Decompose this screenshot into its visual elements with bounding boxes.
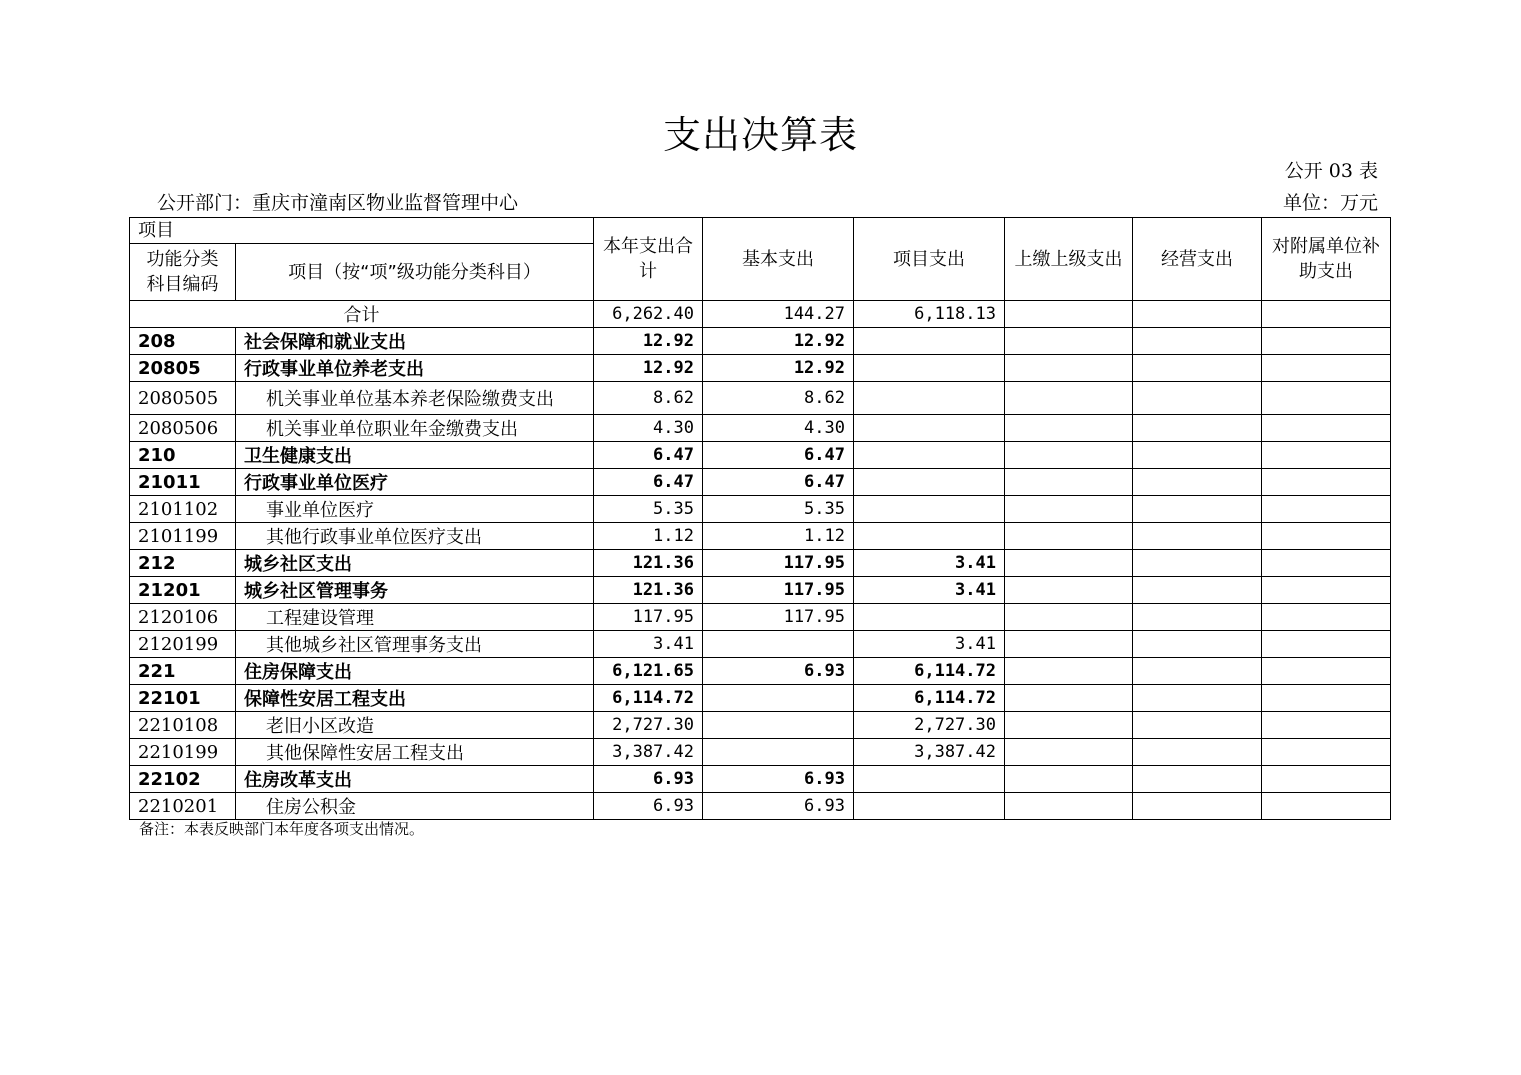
row-project — [854, 442, 1005, 469]
header-item: 项目 — [130, 218, 594, 244]
row-upper — [1005, 712, 1133, 739]
row-upper — [1005, 496, 1133, 523]
total-amount: 6,262.40 — [594, 301, 703, 328]
header-project: 项目支出 — [854, 218, 1005, 301]
total-business — [1133, 301, 1262, 328]
row-name: 城乡社区管理事务 — [236, 577, 594, 604]
header-total: 本年支出合计 — [594, 218, 703, 301]
table-row — [130, 712, 1391, 739]
row-subsidy — [1262, 685, 1391, 712]
row-business — [1133, 685, 1262, 712]
row-subsidy — [1262, 523, 1391, 550]
row-subsidy — [1262, 739, 1391, 766]
row-basic — [703, 739, 854, 766]
table-row — [130, 739, 1391, 766]
row-basic: 8.62 — [703, 382, 854, 415]
row-name: 住房改革支出 — [236, 766, 594, 793]
row-total: 8.62 — [594, 382, 703, 415]
row-name: 住房公积金 — [236, 793, 594, 820]
row-total: 121.36 — [594, 550, 703, 577]
row-subsidy — [1262, 604, 1391, 631]
row-project — [854, 469, 1005, 496]
department-label: 公开部门：重庆市潼南区物业监督管理中心 — [157, 192, 519, 214]
row-code: 21011 — [130, 469, 236, 496]
row-subsidy — [1262, 766, 1391, 793]
row-code: 208 — [130, 328, 236, 355]
row-project: 3.41 — [854, 550, 1005, 577]
row-subsidy — [1262, 793, 1391, 820]
row-total: 2,727.30 — [594, 712, 703, 739]
row-basic: 117.95 — [703, 550, 854, 577]
row-upper — [1005, 766, 1133, 793]
row-basic — [703, 631, 854, 658]
table-row — [130, 685, 1391, 712]
row-name: 其他保障性安居工程支出 — [236, 739, 594, 766]
row-basic: 6.47 — [703, 442, 854, 469]
row-code: 20805 — [130, 355, 236, 382]
row-basic: 117.95 — [703, 577, 854, 604]
row-business — [1133, 712, 1262, 739]
table-row — [130, 382, 1391, 415]
row-subsidy — [1262, 496, 1391, 523]
table-row — [130, 496, 1391, 523]
row-basic: 117.95 — [703, 604, 854, 631]
row-upper — [1005, 604, 1133, 631]
header-business: 经营支出 — [1133, 218, 1262, 301]
row-subsidy — [1262, 658, 1391, 685]
row-name: 机关事业单位职业年金缴费支出 — [236, 415, 594, 442]
row-project: 3,387.42 — [854, 739, 1005, 766]
page-title: 支出决算表 — [662, 113, 858, 157]
row-name: 机关事业单位基本养老保险缴费支出 — [236, 382, 594, 415]
row-business — [1133, 415, 1262, 442]
row-upper — [1005, 685, 1133, 712]
row-business — [1133, 469, 1262, 496]
row-code: 2210108 — [130, 712, 236, 739]
row-business — [1133, 550, 1262, 577]
row-total: 121.36 — [594, 577, 703, 604]
row-basic: 12.92 — [703, 328, 854, 355]
unit-label: 单位：万元 — [1282, 192, 1378, 214]
row-total: 12.92 — [594, 355, 703, 382]
row-code: 2210199 — [130, 739, 236, 766]
row-total: 5.35 — [594, 496, 703, 523]
table-row — [130, 469, 1391, 496]
row-business — [1133, 766, 1262, 793]
row-code: 2080506 — [130, 415, 236, 442]
header-code: 功能分类科目编码 — [130, 244, 236, 301]
row-name: 卫生健康支出 — [236, 442, 594, 469]
row-total: 6.47 — [594, 442, 703, 469]
row-project: 6,114.72 — [854, 685, 1005, 712]
header-subsidy: 对附属单位补助支出 — [1262, 218, 1391, 301]
row-basic: 4.30 — [703, 415, 854, 442]
row-total: 6.93 — [594, 793, 703, 820]
row-business — [1133, 382, 1262, 415]
table-row — [130, 658, 1391, 685]
row-business — [1133, 496, 1262, 523]
row-code: 2120106 — [130, 604, 236, 631]
table-row — [130, 415, 1391, 442]
row-business — [1133, 739, 1262, 766]
row-upper — [1005, 577, 1133, 604]
row-project — [854, 415, 1005, 442]
row-business — [1133, 631, 1262, 658]
row-total: 12.92 — [594, 328, 703, 355]
row-name: 行政事业单位医疗 — [236, 469, 594, 496]
row-project: 3.41 — [854, 631, 1005, 658]
row-basic: 1.12 — [703, 523, 854, 550]
row-total: 6,121.65 — [594, 658, 703, 685]
row-basic: 12.92 — [703, 355, 854, 382]
row-code: 21201 — [130, 577, 236, 604]
row-upper — [1005, 523, 1133, 550]
row-name: 事业单位医疗 — [236, 496, 594, 523]
row-upper — [1005, 469, 1133, 496]
row-upper — [1005, 658, 1133, 685]
row-subsidy — [1262, 469, 1391, 496]
row-subsidy — [1262, 355, 1391, 382]
row-total: 4.30 — [594, 415, 703, 442]
row-basic — [703, 685, 854, 712]
row-upper — [1005, 739, 1133, 766]
total-row — [130, 301, 1391, 328]
table-row — [130, 604, 1391, 631]
row-code: 2101199 — [130, 523, 236, 550]
row-name: 住房保障支出 — [236, 658, 594, 685]
row-subsidy — [1262, 328, 1391, 355]
row-name: 工程建设管理 — [236, 604, 594, 631]
row-upper — [1005, 382, 1133, 415]
row-basic — [703, 712, 854, 739]
row-project — [854, 382, 1005, 415]
row-name: 保障性安居工程支出 — [236, 685, 594, 712]
table-row — [130, 766, 1391, 793]
total-basic: 144.27 — [703, 301, 854, 328]
row-code: 2120199 — [130, 631, 236, 658]
row-name: 其他城乡社区管理事务支出 — [236, 631, 594, 658]
row-project — [854, 496, 1005, 523]
table-row — [130, 550, 1391, 577]
row-project: 3.41 — [854, 577, 1005, 604]
row-total: 1.12 — [594, 523, 703, 550]
row-basic: 6.47 — [703, 469, 854, 496]
table-row — [130, 577, 1391, 604]
row-project — [854, 604, 1005, 631]
table-row — [130, 793, 1391, 820]
row-name: 行政事业单位养老支出 — [236, 355, 594, 382]
row-total: 6.47 — [594, 469, 703, 496]
header-basic: 基本支出 — [703, 218, 854, 301]
row-name: 老旧小区改造 — [236, 712, 594, 739]
row-subsidy — [1262, 415, 1391, 442]
footnote: 备注：本表反映部门本年度各项支出情况。 — [139, 820, 425, 838]
row-basic: 6.93 — [703, 793, 854, 820]
row-business — [1133, 328, 1262, 355]
row-upper — [1005, 442, 1133, 469]
row-upper — [1005, 550, 1133, 577]
row-business — [1133, 523, 1262, 550]
row-name: 其他行政事业单位医疗支出 — [236, 523, 594, 550]
row-subsidy — [1262, 577, 1391, 604]
total-label: 合计 — [130, 301, 594, 328]
row-business — [1133, 658, 1262, 685]
row-business — [1133, 442, 1262, 469]
row-total: 117.95 — [594, 604, 703, 631]
row-project — [854, 523, 1005, 550]
total-upper — [1005, 301, 1133, 328]
row-basic: 6.93 — [703, 766, 854, 793]
row-name: 城乡社区支出 — [236, 550, 594, 577]
row-code: 212 — [130, 550, 236, 577]
row-upper — [1005, 631, 1133, 658]
header-name: 项目（按“项”级功能分类科目） — [236, 244, 594, 301]
row-code: 22102 — [130, 766, 236, 793]
row-upper — [1005, 328, 1133, 355]
row-project — [854, 793, 1005, 820]
total-project: 6,118.13 — [854, 301, 1005, 328]
row-upper — [1005, 415, 1133, 442]
row-subsidy — [1262, 382, 1391, 415]
row-subsidy — [1262, 712, 1391, 739]
table-row — [130, 442, 1391, 469]
row-project — [854, 355, 1005, 382]
row-subsidy — [1262, 442, 1391, 469]
form-number: 公开 03 表 — [1284, 160, 1378, 182]
row-subsidy — [1262, 550, 1391, 577]
row-code: 2210201 — [130, 793, 236, 820]
row-upper — [1005, 793, 1133, 820]
row-project: 2,727.30 — [854, 712, 1005, 739]
row-code: 2080505 — [130, 382, 236, 415]
row-project — [854, 328, 1005, 355]
row-code: 22101 — [130, 685, 236, 712]
row-upper — [1005, 355, 1133, 382]
row-total: 3.41 — [594, 631, 703, 658]
row-basic: 5.35 — [703, 496, 854, 523]
table-row — [130, 631, 1391, 658]
row-total: 3,387.42 — [594, 739, 703, 766]
row-business — [1133, 604, 1262, 631]
row-name: 社会保障和就业支出 — [236, 328, 594, 355]
row-business — [1133, 355, 1262, 382]
expenditure-table — [129, 217, 1391, 820]
row-code: 2101102 — [130, 496, 236, 523]
row-total: 6,114.72 — [594, 685, 703, 712]
header-upper: 上缴上级支出 — [1005, 218, 1133, 301]
table-row — [130, 355, 1391, 382]
table-row — [130, 523, 1391, 550]
row-business — [1133, 577, 1262, 604]
row-total: 6.93 — [594, 766, 703, 793]
row-basic: 6.93 — [703, 658, 854, 685]
row-code: 210 — [130, 442, 236, 469]
row-code: 221 — [130, 658, 236, 685]
total-subsidy — [1262, 301, 1391, 328]
table-row — [130, 328, 1391, 355]
row-business — [1133, 793, 1262, 820]
row-project: 6,114.72 — [854, 658, 1005, 685]
row-project — [854, 766, 1005, 793]
row-subsidy — [1262, 631, 1391, 658]
